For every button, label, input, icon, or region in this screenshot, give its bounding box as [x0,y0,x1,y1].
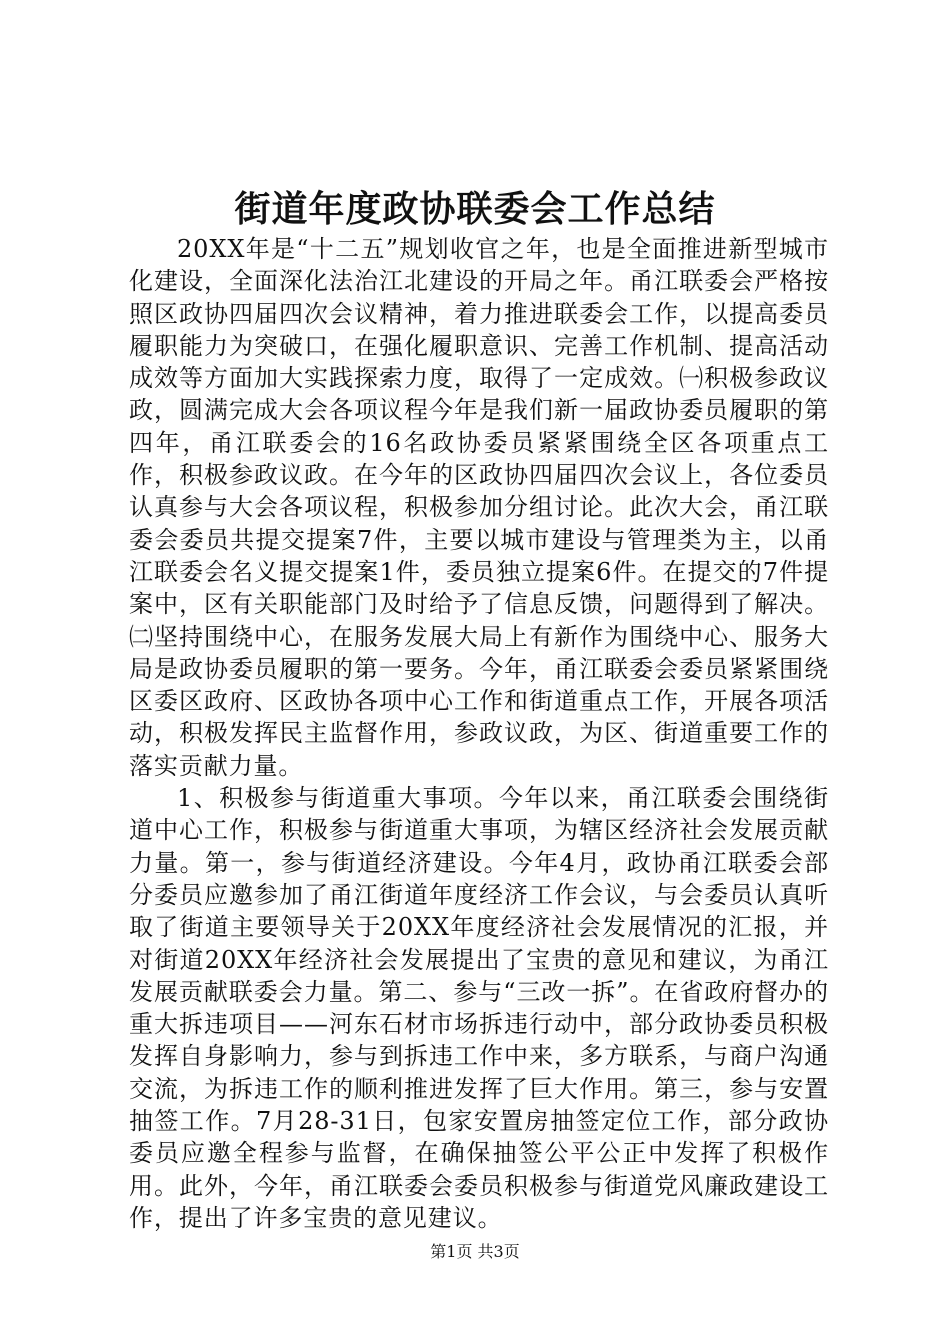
paragraph-2: 1、积极参与街道重大事项。今年以来，甬江联委会围绕街道中心工作，积极参与街道重大事项，为辖区经济社会发展贡献力量。第一，参与街道经济建设。今年4月，政协甬江联委会部分委员应邀参加了甬江街道年度经济工作会议，与会委员认真听取了街道主要领导关于20XX年度经济社会发展情况的汇报，并对街道20XX年经济社会发展提出了宝贵的意见和建议，为甬江发展贡献联委会力量。第二、参与“三改一拆”。在省政府督办的重大拆违项目——河东石材市场拆违行动中，部分政协委员积极发挥自身影响力，参与到拆违工作中来，多方联系，与商户沟通交流，为拆违工作的顺利推进发挥了巨大作用。第三，参与安置抽签工作。7月28-31日，包家安置房抽签定位工作，部分政协委员应邀全程参与监督，在确保抽签公平公正中发挥了积极作用。此外，今年，甬江联委会委员积极参与街道党风廉政建设工作，提出了许多宝贵的意见建议。 [129,784,829,1232]
page-number-footer: 第1页 共3页 [430,1242,520,1261]
paragraph-1: 20XX年是“十二五”规划收官之年，也是全面推进新型城市化建设，全面深化法治江北建设的开局之年。甬江联委会严格按照区政协四届四次会议精神，着力推进联委会工作，以提高委员履职能力为突破口，在强化履职意识、完善工作机制、提高活动成效等方面加大实践探索力度，取得了一定成效。㈠积极参政议政，圆满完成大会各项议程今年是我们新一届政协委员履职的第四年，甬江联委会的16名政协委员紧紧围绕全区各项重点工作，积极参政议政。在今年的区政协四届四次会议上，各位委员认真参与大会各项议程，积极参加分组讨论。此次大会，甬江联委会委员共提交提案7件，主要以城市建设与管理类为主，以甬江联委会名义提交提案1件，委员独立提案6件。在提交的7件提案中，区有关职能部门及时给予了信息反馈，问题得到了解决。㈡坚持围绕中心，在服务发展大局上有新作为围绕中心、服务大局是政协委员履职的第一要务。今年，甬江联委会委员紧紧围绕区委区政府、区政协各项中心工作和街道重点工作，开展各项活动，积极发挥民主监督作用，参政议政，为区、街道重要工作的落实贡献力量。 [129,235,829,780]
document-title: 街道年度政协联委会工作总结 [234,188,716,230]
document-body [129,233,829,1234]
